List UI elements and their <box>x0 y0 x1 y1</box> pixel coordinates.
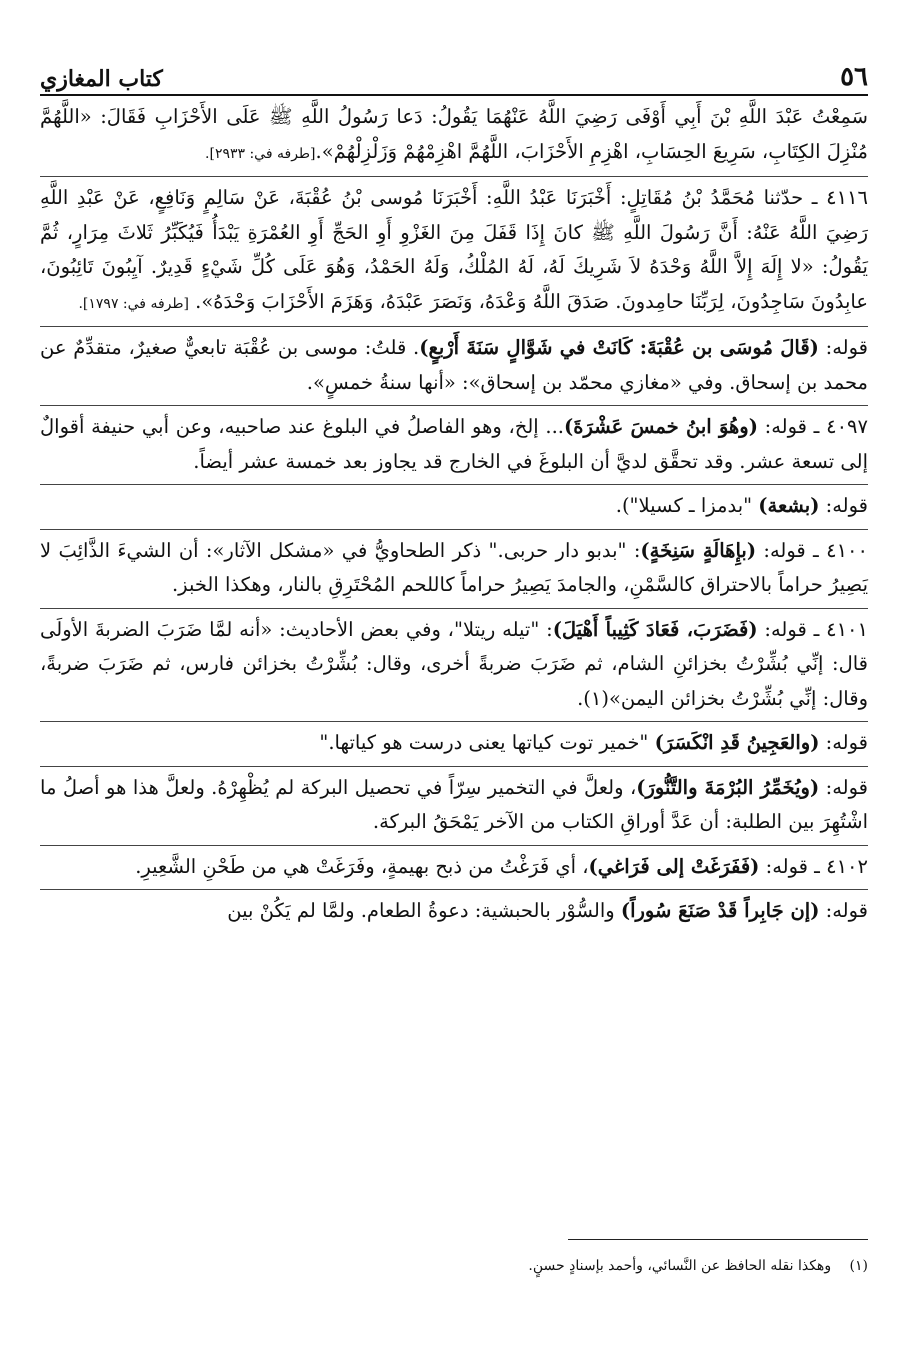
paragraph-text: . قلتُ: موسى بن عُقْبَة تابعيٌّ صغيرٌ، متقدِّمٌ عن محمد بن إسحاق. وفي «مغازي محمّد بن إسحاق»: «أنها سنةُ خمسٍ». <box>40 336 868 394</box>
quoted-phrase: (فَفَرَغَتْ إلى فَرَاغي) <box>588 854 760 878</box>
paragraph-text: ، أي فَرَغْتُ من ذبح بهيمةٍ، وفَرَغَتْ هي من طَحْنِ الشَّعِيرِ. <box>135 854 589 878</box>
paragraph-text: قوله: <box>819 775 868 799</box>
quoted-phrase: (وهُوَ ابنُ خمسَ عَشْرَةَ) <box>564 415 758 438</box>
page-header <box>40 52 868 92</box>
footnote-rule <box>568 1239 868 1240</box>
paragraph-text: "بدمزا ـ كسيلا"). <box>615 494 759 517</box>
paragraph-separator <box>40 889 868 890</box>
paragraph-separator <box>40 326 868 327</box>
quoted-phrase: (ويُخَمِّرُ البُرْمَةَ والتَّنُّورَ) <box>636 775 820 799</box>
paragraph-separator <box>40 484 868 485</box>
paragraph <box>40 850 868 885</box>
paragraph <box>40 771 868 840</box>
paragraph <box>40 534 868 603</box>
paragraph-text: "خمير توت كياتها يعنى درست هو كياتها." <box>319 731 655 754</box>
paragraph-text: : "بدبو دار حربى." ذكر الطحاويُّ في «مشكل الآثار»: أن الشيءَ الذَّائِبَ لا يَصِيرُ حراماً بالاحتراق كالسَّمْنِ، والجامدَ يَصِيرُ حراماً كاللحم المُحْتَرِقِ بالنار، وهكذا الخبز. <box>40 538 868 596</box>
paragraph-text: ٤١١٦ ـ حدّثنا مُحَمَّدُ بْنُ مُقَاتِلٍ: أَخْبَرَنَا عَبْدُ اللَّهِ: أَخْبَرَنَا مُوسى بْنُ عُقْبَةَ، عَنْ سَالِمٍ وَنَافِعٍ، عَنْ عَبْدِ اللَّهِ رَضِيَ اللَّهُ عَنْهُ: أَنَّ رَسُولَ اللَّهِ ﷺ كانَ إِذَا قَفَلَ مِنَ الغَزْوِ أَوِ الحَجِّ أَوِ العُمْرَةِ يَبْدَأُ فَيُكَبِّرُ ثَلاثَ مِرَارٍ، ثُمَّ يَقُولُ: «لا إِلَهَ إِلاَّ اللَّهُ وَحْدَهُ لاَ شَرِيكَ لَهُ، لَهُ المُلْكُ، وَلَهُ الحَمْدُ، وَهُوَ عَلَى كُلِّ شَيْءٍ قَدِيرٌ. آيِبُونَ تَائِبُونَ، عابِدُونَ سَاجِدُونَ، لِرَبِّنَا حامِدونَ. صَدَقَ اللَّهُ وَعْدَهُ، وَنَصَرَ عَبْدَهُ، وَهَزَمَ الأَحْزَابَ وَحْدَهُ». <box>40 186 868 313</box>
paragraph <box>40 489 868 524</box>
paragraph-text: سَمِعْتُ عَبْدَ اللَّهِ بْنَ أَبِي أَوْفَى رَضِيَ اللَّهُ عَنْهُمَا يَقُولُ: دَعا رَسُولُ اللَّهِ ﷺ عَلَى الأَحْزَابِ فَقَالَ: «اللَّهُمَّ مُنْزِلَ الكِتَابِ، سَرِيعَ الحِسَابِ، اهْزِمِ الأَحْزَابَ، اللَّهُمَّ اهْزِمْهُمْ وَزَلْزِلْهُمْ». <box>40 105 868 163</box>
paragraph-separator <box>40 176 868 177</box>
paragraph-text: قوله: <box>819 899 868 922</box>
paragraph-separator <box>40 721 868 722</box>
paragraph-text: ٤١٠٠ ـ قوله: <box>756 538 869 562</box>
paragraph-text: ، ولعلَّ في التخمير سِرّاً في تحصيل البركة لم يُظْهِرْهُ. ولعلَّ هذا هو أصلُ ما اشْتُهِرَ بين الطلبة: أن عَدَّ أوراقِ الكتاب من الآخر يَمْحَقُ البركة. <box>40 775 868 833</box>
page-number: ٥٦ <box>840 62 868 92</box>
cross-reference: [طرفه في: ١٧٩٧]. <box>78 295 189 312</box>
paragraph <box>40 181 868 321</box>
page-body <box>40 100 868 1230</box>
paragraph-separator <box>40 529 868 530</box>
paragraph <box>40 726 868 761</box>
header-rule <box>40 94 868 96</box>
quoted-phrase: (بإِهَالَةٍ سَنِخَةٍ) <box>640 538 757 562</box>
quoted-phrase: (والعَجِينُ قَدِ انْكَسَرَ) <box>654 731 820 754</box>
quoted-phrase: (إن جَابِراً قَدْ صَنَعَ سُوراً) <box>620 899 820 922</box>
paragraph <box>40 894 868 929</box>
paragraph-text: والسُّوْر بالحبشية: دعوةُ الطعام. ولمَّا لم يَكُنْ بين <box>227 899 621 922</box>
paragraph <box>40 100 868 171</box>
paragraph-text: قوله: <box>819 731 868 754</box>
paragraph-text: قوله: <box>819 494 868 517</box>
footnote-text: وهكذا نقله الحافظ عن النَّسائي، وأحمد بإسنادٍ حسنٍ. <box>528 1258 832 1274</box>
footnote <box>40 1256 868 1276</box>
paragraph-separator <box>40 608 868 609</box>
paragraph-text: : "تيله ريتلا"، وفي بعض الأحاديث: «أنه لمَّا ضَرَبَ الضربةَ الأولَى قال: إنِّي بُشِّرْتُ بخزائنِ الشام، ثم ضَرَبَ ضربةً أخرى، وقال: بُشِّرْتُ بخزائن فارس، ثم ضَرَبَ ضربةً، وقال: إنِّي بُشِّرْتُ بخزائن اليمن»(١). <box>40 617 868 710</box>
paragraph-separator <box>40 845 868 846</box>
paragraph-text: ٤١٠٢ ـ قوله: <box>759 854 868 878</box>
paragraph-text: قوله: <box>818 336 868 359</box>
paragraph-text: ٤٠٩٧ ـ قوله: <box>757 415 868 438</box>
paragraph <box>40 331 868 400</box>
quoted-phrase: (بشعة) <box>758 494 820 517</box>
paragraph-text: ... إلخ، وهو الفاصلُ في البلوغ عند صاحبيه، وعن أبي حنيفة أقوالٌ إلى تسعة عشر. وقد تحقَّق لديَّ أن البلوغَ في الخارج قد يجاوز بعد خمسة عشر أيضاً. <box>40 415 868 473</box>
paragraph-separator <box>40 766 868 767</box>
book-title: كتاب المغازي <box>40 66 163 92</box>
quoted-phrase: (قَالَ مُوسَى بن عُقْبَةَ: كَانَتْ في شَوَّالٍ سَنَةَ أَرْبعٍ) <box>419 336 819 359</box>
quoted-phrase: (فَضَرَبَ، فَعَادَ كَثِيباً أَهْيَلَ) <box>552 617 758 641</box>
cross-reference: [طرفه في: ٢٩٣٣]. <box>205 145 316 162</box>
paragraph <box>40 410 868 479</box>
footnote-number: (١) <box>849 1258 868 1274</box>
paragraph-separator <box>40 405 868 406</box>
paragraph <box>40 613 868 717</box>
paragraph-text: ٤١٠١ ـ قوله: <box>757 617 869 641</box>
